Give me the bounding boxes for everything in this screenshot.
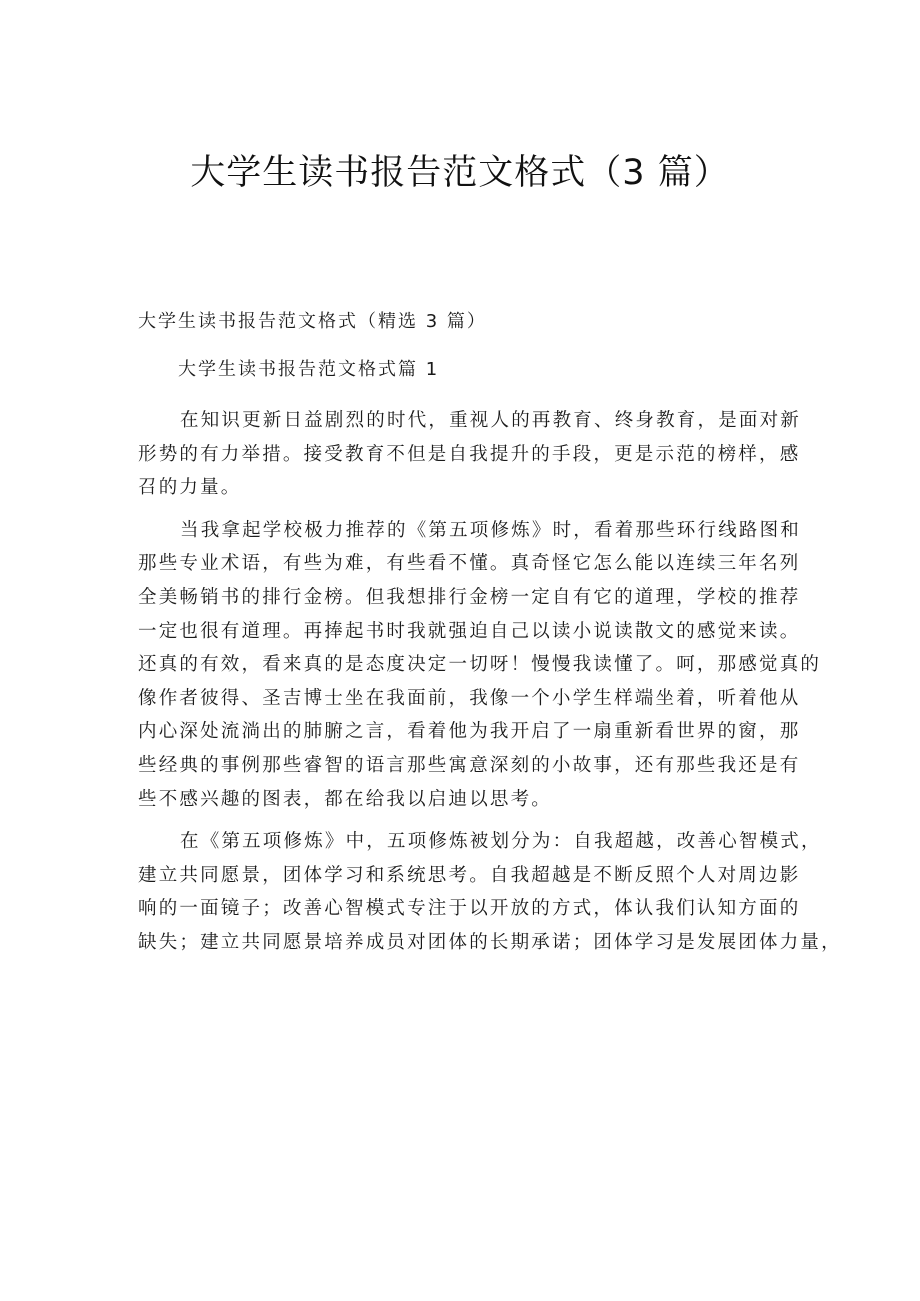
text-line: 响的一面镜子；改善心智模式专注于以开放的方式，体认我们认知方面的: [138, 898, 801, 920]
document-title: 大学生读书报告范文格式（3 篇）: [190, 153, 730, 193]
paragraph-1: [138, 404, 802, 505]
text-line: 当我拿起学校极力推荐的《第五项修炼》时，看着那些环行线路图和: [180, 519, 802, 541]
text-line: 召的力量。: [138, 477, 242, 499]
text-line: 一定也很有道理。再捧起书时我就强迫自己以读小说读散文的感觉来读。: [138, 620, 801, 642]
paragraph-2: [138, 514, 822, 816]
text-line: 缺失；建立共同愿景培养成员对团体的长期承诺；团体学习是发展团体力量，: [138, 931, 842, 953]
text-line: 些经典的事例那些睿智的语言那些寓意深刻的小故事，还有那些我还是有: [138, 754, 801, 776]
text-line: 些不感兴趣的图表，都在给我以启迪以思考。: [138, 788, 553, 810]
section-heading: 大学生读书报告范文格式篇 1: [178, 359, 440, 380]
text-line: 建立共同愿景，团体学习和系统思考。自我超越是不断反照个人对周边影: [138, 864, 801, 886]
text-line: 内心深处流淌出的肺腑之言，看着他为我开启了一扇重新看世界的窗，那: [138, 721, 801, 743]
body-text: [138, 404, 842, 969]
text-line: 在知识更新日益剧烈的时代，重视人的再教育、终身教育，是面对新: [180, 410, 802, 431]
text-line: 还真的有效，看来真的是态度决定一切呀！慢慢我读懂了。呵，那感觉真的: [138, 654, 822, 676]
text-line: 像作者彼得、圣吉博士坐在我面前，我像一个小学生样端坐着，听着他从: [138, 687, 801, 709]
text-line: 全美畅销书的排行金榜。但我想排行金榜一定自有它的道理，学校的推荐: [138, 586, 801, 608]
document-subtitle: 大学生读书报告范文格式（精选 3 篇）: [138, 311, 487, 332]
text-line: 那些专业术语，有些为难，有些看不懂。真奇怪它怎么能以连续三年名列: [138, 553, 801, 575]
text-line: 形势的有力举措。接受教育不但是自我提升的手段，更是示范的榜样，感: [138, 443, 801, 465]
paragraph-3: [138, 825, 842, 959]
text-line: 在《第五项修炼》中，五项修炼被划分为：自我超越，改善心智模式，: [180, 831, 822, 853]
